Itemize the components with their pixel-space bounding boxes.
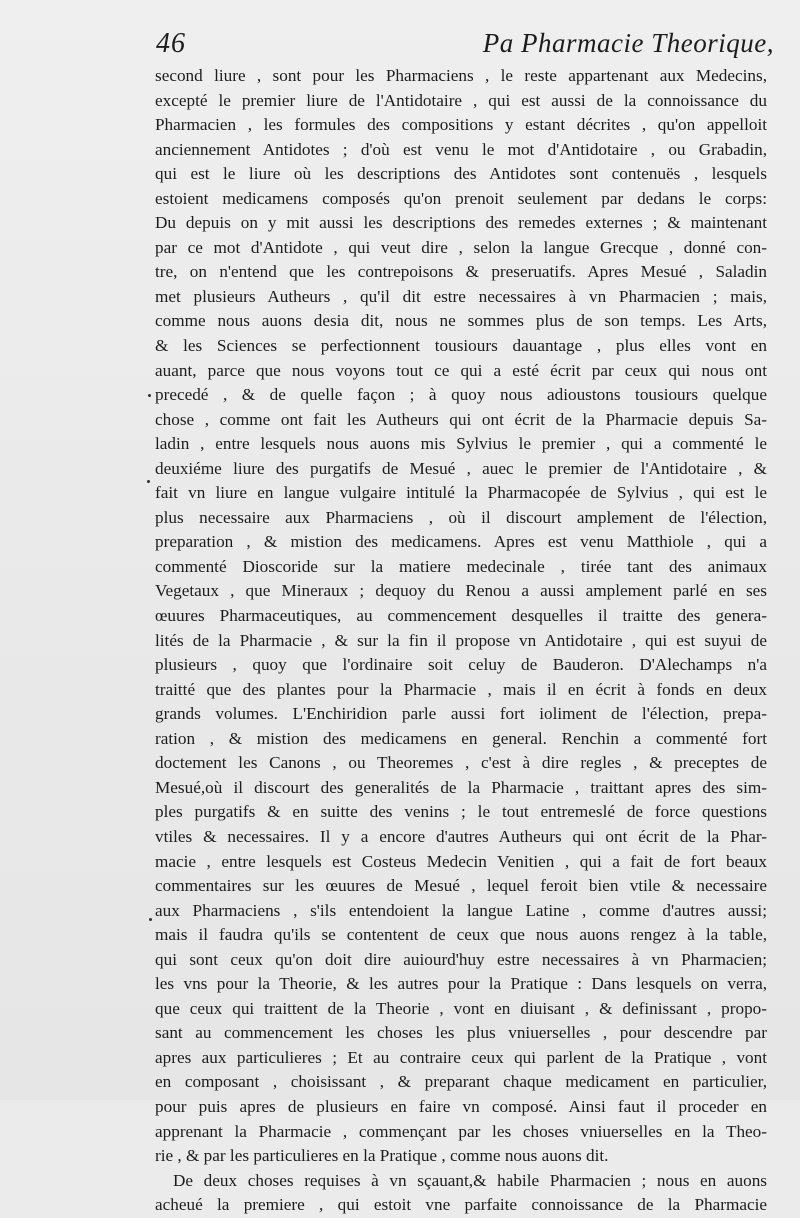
text-line: aux Pharmaciens , s'ils entendoient la langue Latine , comme d'autres aussi;	[155, 900, 767, 920]
text-line: œuures Pharmaceutiques, au commencement desquelles il traitte des genera-	[155, 606, 767, 626]
text-line: qui sont ceux qu'on doit dire auiourd'huy estre necessaires à vn Pharmacien;	[155, 949, 767, 969]
margin-mark	[149, 918, 152, 921]
margin-mark	[148, 394, 151, 397]
text-line: fait vn liure en langue vulgaire intitulé la Pharmacopée de Sylvius , qui est le	[155, 483, 767, 503]
text-line: plusieurs , quoy que l'ordinaire soit celuy de Bauderon. D'Alechamps n'a	[155, 655, 767, 675]
text-line: commentaires sur les œuures de Mesué , lequel feroit bien vtile & necessaire	[155, 876, 767, 896]
text-line: qui est le liure où les descriptions des Antidotes sont contenuës , lesquels	[155, 164, 767, 184]
running-title: Pa Pharmacie Theorique,	[482, 28, 774, 58]
text-line: Mesué,où il discourt des generalités de la Pharmacie , traittant apres des sim-	[155, 777, 767, 797]
text-line: en composant , choisissant , & preparant chaque medicament en particulier,	[155, 1072, 767, 1092]
text-line: Pharmacien , les formules des compositions y estant décrites , qu'on appelloit	[155, 115, 767, 135]
text-line: lités de la Pharmacie , & sur la fin il propose vn Antidotaire , qui est suyui de	[155, 630, 767, 650]
text-line: les vns pour la Theorie, & les autres pour la Pratique : Dans lesquels on verra,	[155, 974, 767, 994]
text-line: deuxiéme liure des purgatifs de Mesué , auec le premier de l'Antidotaire , &	[155, 458, 767, 478]
text-line: Du depuis on y mit aussi les descriptions des remedes externes ; & maintenant	[155, 213, 767, 233]
text-line: excepté le premier liure de l'Antidotaire , qui est aussi de la connoissance du	[155, 90, 767, 110]
text-line: par ce mot d'Antidote , qui veut dire , selon la langue Grecque , donné con-	[155, 237, 767, 257]
text-line: precedé , & de quelle façon ; à quoy nous adioustons tousiours quelque	[155, 385, 767, 405]
text-line: De deux choses requises à vn sçauant,& habile Pharmacien ; nous en auons	[173, 1170, 767, 1190]
text-line: traitté que des plantes pour la Pharmacie , mais il en écrit à fonds en deux	[155, 679, 767, 699]
body-text	[155, 64, 767, 1218]
text-line: apprenant la Pharmacie , commençant par les choses vniuerselles en la Theo-	[155, 1121, 767, 1141]
text-line: chose , comme ont fait les Autheurs qui ont écrit de la Pharmacie depuis Sa-	[155, 409, 767, 429]
text-line: ladin , entre lesquels nous auons mis Sylvius le premier , qui a commenté le	[155, 434, 767, 454]
text-line: met plusieurs Autheurs , qu'il dit estre necessaires à vn Pharmacien ; mais,	[155, 286, 767, 306]
text-line: Vegetaux , que Mineraux ; dequoy du Renou a aussi amplement parlé en ses	[155, 581, 767, 601]
text-line: doctement les Canons , ou Theoremes , c'est à dire regles , & preceptes de	[155, 753, 767, 773]
text-line: macie , entre lesquels est Costeus Medecin Venitien , qui a fait de fort beaux	[155, 851, 767, 871]
text-line: grands volumes. L'Enchiridion parle aussi fort ioliment de l'élection, prepa-	[155, 704, 767, 724]
text-line: anciennement Antidotes ; d'où est venu le mot d'Antidotaire , ou Grabadin,	[155, 139, 767, 159]
text-line: auant, parce que nous voyons tout ce qui a esté écrit par ceux qui nous ont	[155, 360, 767, 380]
text-line: ration , & mistion des medicamens en general. Renchin a commenté fort	[155, 728, 767, 748]
text-line: vtiles & necessaires. Il y a encore d'autres Autheurs qui ont écrit de la Phar-	[155, 826, 767, 846]
text-line: tre, on n'entend que les contrepoisons & preseruatifs. Apres Mesué , Saladin	[155, 262, 767, 282]
text-line: pour puis apres de plusieurs en faire vn composé. Ainsi faut il proceder en	[155, 1096, 767, 1116]
text-line: que ceux qui traittent de la Theorie , vont en diuisant , & definissant , propo-	[155, 998, 767, 1018]
text-line: estoient medicamens composés qu'on prenoit seulement par dedans le corps:	[155, 188, 767, 208]
text-line: rie , & par les particulieres en la Pratique , comme nous auons dit.	[155, 1146, 609, 1166]
text-line: ples purgatifs & en suitte des venins ; le tout entremeslé de force questions	[155, 802, 767, 822]
text-line: comme nous auons desia dit, nous ne sommes plus de son temps. Les Arts,	[155, 311, 767, 331]
page-number: 46	[156, 28, 186, 59]
text-line: apres aux particulieres ; Et au contraire ceux qui parlent de la Pratique , vont	[155, 1047, 767, 1067]
page-header	[150, 28, 774, 62]
text-line: sant au commencement les choses les plus vniuerselles , pour descendre par	[155, 1023, 767, 1043]
text-line: second liure , sont pour les Pharmaciens , le reste appartenant aux Medecins,	[155, 66, 767, 85]
text-line: mais il faudra qu'ils se contentent de ceux que nous auons rengez à la table,	[155, 925, 767, 945]
text-line: acheué la premiere , qui estoit vne parfaite connoissance de la Pharmacie	[155, 1195, 767, 1215]
margin-mark	[147, 480, 150, 483]
text-line: preparation , & mistion des medicamens. Apres est venu Matthiole , qui a	[155, 532, 767, 552]
text-line: commenté Dioscoride sur la matiere medecinale , tirée tant des animaux	[155, 556, 767, 576]
text-line: plus necessaire aux Pharmaciens , où il discourt amplement de l'élection,	[155, 507, 767, 527]
text-line: & les Sciences se perfectionnent tousiours dauantage , plus elles vont en	[155, 336, 767, 356]
